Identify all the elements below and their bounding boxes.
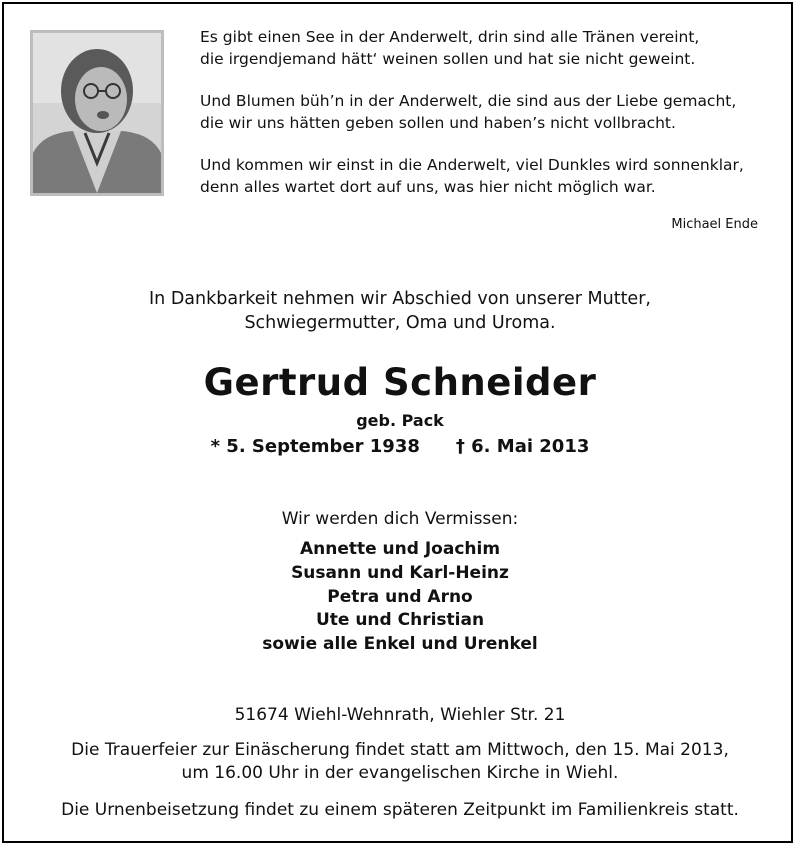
poem-line: denn alles wartet dort auf uns, was hier nicht möglich war. — [200, 177, 656, 196]
mourner-name: sowie alle Enkel und Urenkel — [262, 634, 538, 655]
life-dates — [0, 436, 800, 457]
deceased-name: Gertrud Schneider — [203, 361, 597, 404]
poem-line: Und kommen wir einst in die Anderwelt, viel Dunkles wird sonnenklar, — [200, 156, 744, 174]
mourner-name: Annette und Joachim — [299, 539, 501, 559]
ceremony-line: Die Trauerfeier zur Einäscherung findet statt am Mittwoch, den 15. Mai 2013, — [71, 740, 729, 760]
intro-line: In Dankbarkeit nehmen wir Abschied von unserer Mutter, — [149, 289, 651, 309]
poem-stanza-3 — [200, 155, 780, 198]
intro-text — [0, 287, 800, 335]
intro-line: Schwiegermutter, Oma und Uroma. — [244, 313, 556, 333]
ceremony-info — [0, 739, 800, 785]
birth-date: * 5. September 1938 — [210, 436, 420, 457]
death-date: † 6. Mai 2013 — [455, 436, 590, 457]
urn-burial-info: Die Urnenbeisetzung findet zu einem späteren Zeitpunkt im Familienkreis statt. — [61, 800, 739, 820]
poem-line: Und Blumen büh’n in der Anderwelt, die sind aus der Liebe gemacht, — [200, 92, 737, 110]
portrait-photo — [30, 30, 164, 196]
poem-line: die irgendjemand hätt‘ weinen sollen und hat sie nicht geweint. — [200, 49, 696, 68]
mourner-name: Susann und Karl-Heinz — [291, 562, 509, 583]
maiden-name: geb. Pack — [356, 411, 444, 430]
poem-stanza-1 — [200, 27, 780, 70]
mourners-list — [0, 538, 800, 657]
poem-author: Michael Ende — [671, 217, 758, 232]
poem — [200, 27, 780, 219]
poem-stanza-2 — [200, 91, 780, 134]
mourner-name: Petra und Arno — [327, 586, 473, 607]
address: 51674 Wiehl-Wehnrath, Wiehler Str. 21 — [234, 705, 566, 725]
ceremony-line: um 16.00 Uhr in der evangelischen Kirche in Wiehl. — [181, 763, 619, 783]
mourner-name: Ute und Christian — [315, 610, 485, 631]
poem-line: Es gibt einen See in der Anderwelt, drin sind alle Tränen vereint, — [200, 28, 700, 46]
mourners-heading: Wir werden dich Vermissen: — [281, 509, 519, 529]
poem-line: die wir uns hätten geben sollen und haben’s nicht vollbracht. — [200, 113, 676, 132]
portrait-image — [33, 33, 161, 193]
